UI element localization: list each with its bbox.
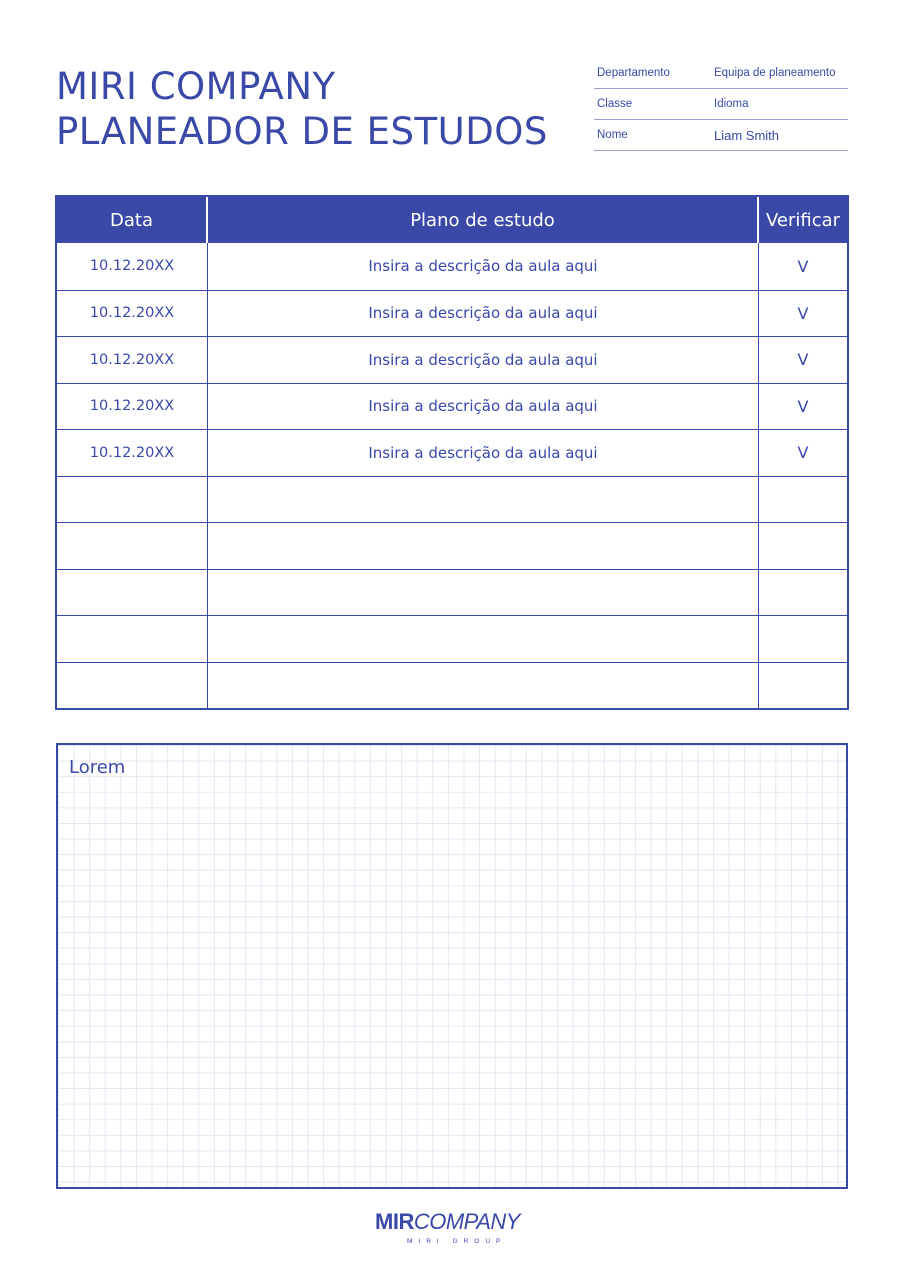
plan-cell[interactable] [208,570,759,616]
plan-cell[interactable]: Insira a descrição da aula aqui [208,243,759,290]
check-cell[interactable]: V [797,350,809,370]
info-label: Departamento [597,67,670,79]
logo-mark: MIR [375,1209,414,1234]
date-cell[interactable]: 10.12.20XX [57,291,208,337]
info-value: Idioma [714,98,749,110]
page-title [56,64,548,154]
table-body [57,243,847,708]
study-plan-table [55,195,849,710]
logo-wordmark [375,1209,520,1235]
table-row [57,569,847,616]
info-row-department [594,58,848,89]
info-value: Equipa de planeamento [714,67,836,79]
plan-cell[interactable] [208,616,759,662]
company-logo [375,1209,535,1251]
date-cell[interactable] [57,616,208,662]
info-row-name [594,120,848,151]
info-label: Classe [597,98,633,110]
date-cell[interactable]: 10.12.20XX [57,430,208,476]
notes-label: Lorem [69,757,126,778]
date-cell[interactable] [57,663,208,709]
info-value: Liam Smith [714,127,780,143]
table-row [57,662,847,709]
info-label: Nome [597,129,628,141]
table-row [57,290,847,337]
date-cell[interactable]: 10.12.20XX [57,243,208,290]
title-line-company: MIRI COMPANY [56,65,336,108]
table-row [57,522,847,569]
table-row [57,336,847,383]
plan-cell[interactable]: Insira a descrição da aula aqui [208,384,759,430]
column-header-plan: Plano de estudo [208,197,759,243]
plan-cell[interactable] [208,477,759,523]
check-cell[interactable] [759,523,847,569]
column-header-check: Verificar [765,209,841,231]
check-cell[interactable] [759,663,847,709]
plan-cell[interactable]: Insira a descrição da aula aqui [208,337,759,383]
check-cell[interactable] [759,477,847,523]
check-cell[interactable]: V [797,303,809,323]
table-row [57,383,847,430]
check-cell[interactable]: V [797,443,809,463]
check-cell[interactable] [759,570,847,616]
info-row-class [594,89,848,120]
date-cell[interactable] [57,477,208,523]
plan-cell[interactable]: Insira a descrição da aula aqui [208,291,759,337]
column-header-date: Data [57,197,208,243]
table-row [57,243,847,290]
check-cell[interactable]: V [797,396,809,416]
check-cell[interactable]: V [797,256,809,276]
date-cell[interactable] [57,523,208,569]
date-cell[interactable]: 10.12.20XX [57,384,208,430]
plan-cell[interactable] [208,663,759,709]
table-row [57,429,847,476]
plan-cell[interactable] [208,523,759,569]
notes-grid-area[interactable] [56,743,848,1189]
logo-subtitle: MIRI GROUP [407,1238,507,1245]
plan-cell[interactable]: Insira a descrição da aula aqui [208,430,759,476]
table-header [57,197,847,243]
check-cell[interactable] [759,616,847,662]
info-table [594,58,848,151]
date-cell[interactable]: 10.12.20XX [57,337,208,383]
date-cell[interactable] [57,570,208,616]
table-row [57,615,847,662]
table-row [57,476,847,523]
title-line-planner: PLANEADOR DE ESTUDOS [56,110,548,153]
logo-company: COMPANY [413,1209,520,1234]
